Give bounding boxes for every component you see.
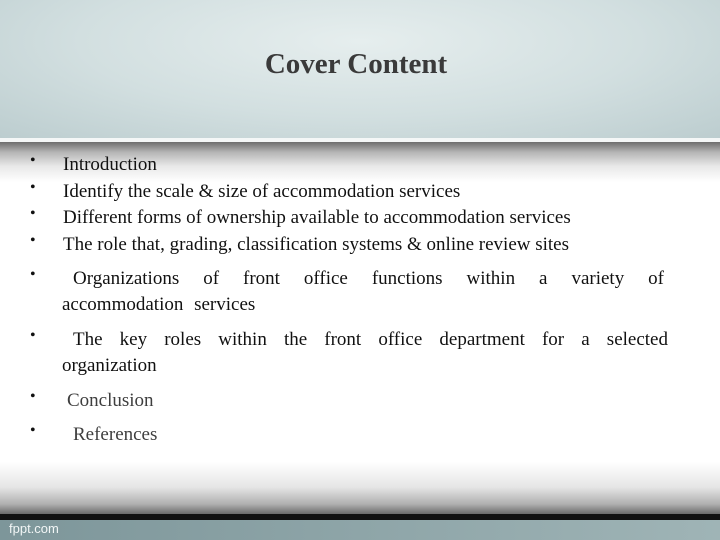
bullet-text: Conclusion [67, 390, 154, 411]
bullet-item-references [30, 422, 670, 448]
bullet-text: The key roles within the front office department for a selected organization [62, 329, 668, 376]
bullet-icon: • [30, 388, 36, 405]
bullet-icon: • [30, 422, 36, 439]
bullet-icon: • [30, 179, 36, 196]
bullet-icon: • [30, 266, 36, 283]
bullet-item-ownership-forms [30, 205, 670, 231]
bullet-item-scale-size [30, 179, 670, 205]
footer-brand-text: fppt.com [9, 521, 59, 536]
bullet-icon: • [30, 152, 36, 169]
bullet-icon: • [30, 327, 36, 344]
bullet-text: References [73, 424, 158, 445]
bullet-item-introduction [30, 152, 670, 178]
bullet-item-front-office-functions [30, 266, 670, 318]
bullet-icon: • [30, 232, 36, 249]
bullet-item-grading-role [30, 232, 670, 258]
bullet-text: Introduction [63, 154, 157, 175]
bullet-text: Different forms of ownership available to accommodation services [63, 207, 571, 228]
slide-title: Cover Content [264, 48, 448, 80]
bullet-text: Identify the scale & size of accommodation services [63, 181, 461, 202]
bullet-text: Organizations of front office functions within a variety of accommodation services [62, 268, 664, 315]
bullet-item-conclusion [30, 388, 670, 414]
bullet-icon: • [30, 205, 36, 222]
bullet-item-key-roles [30, 327, 670, 379]
footer-band [0, 520, 720, 540]
bullet-text: The role that, grading, classification systems & online review sites [63, 234, 570, 255]
